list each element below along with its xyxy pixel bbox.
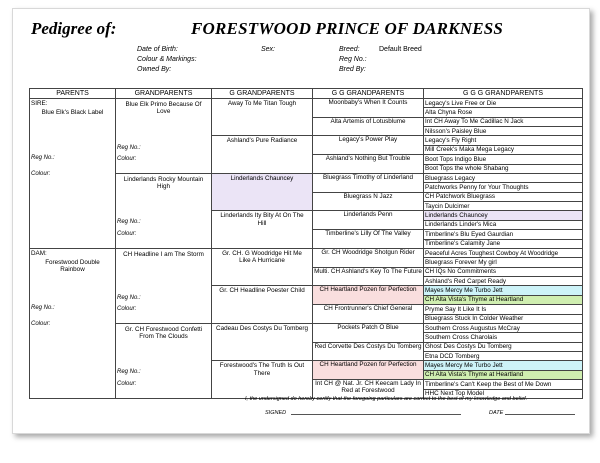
- pedigree-row: [30, 99, 583, 108]
- ggg-grandparent-cell: [424, 117, 583, 126]
- gg-grandparent-cell: [313, 230, 424, 249]
- ggg-grandparent-cell: [424, 380, 583, 389]
- gg-grandparent-cell: [313, 342, 424, 361]
- pedigree-title: FORESTWOOD PRINCE OF DARKNESS: [191, 19, 504, 38]
- gg-grandparent-name: CH Heartland Pozen for Perfection: [319, 286, 417, 294]
- g-grandparent-name: Cadeau Des Costys Du Tomberg: [216, 325, 308, 332]
- date-line: [505, 414, 575, 415]
- g-grandparent-name: Linderlands Ity Bity At On The Hill: [220, 212, 304, 227]
- ggg-grandparent-name: Ghost Des Costys Du Tomberg: [425, 343, 512, 351]
- ggg-grandparent-name: CH Alta Vista's Thyme at Heartland: [425, 371, 524, 379]
- gg-grandparent-name: CH Heartland Pozen for Perfection: [319, 361, 417, 369]
- grandparent-reg-no-label: Reg No.:: [117, 145, 141, 151]
- ggg-grandparent-name: Pryme Say It Like It Is: [425, 305, 487, 313]
- ggg-grandparent-name: CH Alta Vista's Thyme at Heartland: [425, 296, 524, 304]
- colour-markings-label: Colour & Markings:: [137, 56, 197, 63]
- sire-label: SIRE:: [31, 100, 48, 107]
- col-parents: PARENTS: [30, 89, 116, 99]
- dam-label: DAM:: [31, 250, 47, 257]
- g-grandparent-cell: [212, 361, 313, 399]
- ggg-grandparent-cell: [424, 108, 583, 117]
- ggg-grandparent-cell: [424, 361, 583, 370]
- ggg-grandparent-cell: [424, 220, 583, 229]
- certification-text: I, the undersigned do hereby certify that the foregoing particulars are correct to the best of my knowledge and belief.: [245, 396, 528, 402]
- grandparent-name: Linderlands Rocky Mountain High: [123, 176, 204, 191]
- gg-grandparent-name: Linderlands Penn: [343, 211, 393, 219]
- signature-line: [291, 414, 461, 415]
- ggg-grandparent-name: Timberline's Blu Eyed Gaurdian: [425, 230, 514, 238]
- ggg-grandparent-cell: [424, 314, 583, 323]
- grandparent-colour-label: Colour:: [117, 156, 137, 162]
- sex-label: Sex:: [261, 46, 276, 53]
- ggg-grandparent-name: Bluegrass Forever My girl: [425, 258, 497, 266]
- gg-grandparent-name: Bluegrass N Jazz: [343, 192, 393, 200]
- ggg-grandparent-cell: [424, 277, 583, 286]
- ggg-grandparent-cell: [424, 267, 583, 276]
- grandparent-colour-label: Colour:: [117, 306, 137, 312]
- ggg-grandparent-cell: [424, 202, 583, 211]
- ggg-grandparent-cell: [424, 352, 583, 361]
- ggg-grandparent-name: Southern Cross Charolais: [425, 333, 498, 341]
- column-header-row: [30, 89, 583, 99]
- grandparent-reg-no-label: Reg No.:: [117, 369, 141, 375]
- ggg-grandparent-cell: [424, 342, 583, 351]
- ggg-grandparent-name: Timberline's Can't Keep the Best of Me Down: [425, 380, 552, 388]
- ggg-grandparent-cell: [424, 99, 583, 108]
- pedigree-row: [30, 249, 583, 258]
- ggg-grandparent-name: Nilsson's Paisley Blue: [425, 127, 487, 135]
- ggg-grandparent-name: Etna DCD Tomberg: [425, 352, 480, 360]
- grandparent-name: CH Headline I am The Storm: [123, 251, 204, 258]
- ggg-grandparent-cell: [424, 239, 583, 248]
- ggg-grandparent-name: Boot Tops Indigo Blue: [425, 155, 487, 163]
- ggg-grandparent-name: Southern Cross Augustus McCray: [425, 324, 520, 332]
- col-ggg-grandparents: G G G GRANDPARENTS: [424, 89, 583, 99]
- g-grandparent-cell: [212, 211, 313, 249]
- ggg-grandparent-name: Bluegrass Legacy: [425, 174, 476, 182]
- g-grandparent-name: Gr. CH. G Woodridge Hit Me Like A Hurricane: [222, 250, 302, 265]
- gg-grandparent-cell: [313, 305, 424, 324]
- ggg-grandparent-cell: [424, 192, 583, 201]
- dam-cell: [30, 249, 116, 399]
- ggg-grandparent-name: CH Patchwork Bluegrass: [425, 193, 495, 201]
- ggg-grandparent-cell: [424, 155, 583, 164]
- g-grandparent-name: Gr. CH Headline Poester Child: [219, 287, 305, 295]
- gg-grandparent-name: Moonbaby's When It Counts: [328, 99, 408, 106]
- ggg-grandparent-cell: [424, 333, 583, 342]
- ggg-grandparent-cell: [424, 286, 583, 295]
- ggg-grandparent-cell: [424, 305, 583, 314]
- sire-reg-no-label: Reg No.:: [31, 155, 55, 161]
- gg-grandparent-cell: [313, 286, 424, 305]
- grandparent-cell: [116, 99, 212, 174]
- breed-label: Breed:: [339, 46, 360, 53]
- g-grandparent-cell: [212, 324, 313, 361]
- gg-grandparent-name: Ashland's Nothing But Trouble: [325, 155, 411, 163]
- gg-grandparent-name: Multi. CH Ashland's Key To The Future: [314, 267, 422, 275]
- ggg-grandparent-name: Taycin Dulcimer: [425, 202, 470, 210]
- gg-grandparent-cell: [313, 136, 424, 155]
- ggg-grandparent-name: Linderlands Linder's Mica: [425, 221, 497, 229]
- ggg-grandparent-cell: [424, 145, 583, 154]
- g-grandparent-cell: [212, 286, 313, 324]
- grandparent-colour-label: Colour:: [117, 381, 137, 387]
- gg-grandparent-cell: [313, 211, 424, 230]
- col-gg-grandparents: G G GRANDPARENTS: [313, 89, 424, 99]
- gg-grandparent-cell: [313, 99, 424, 118]
- gg-grandparent-name: Legacy's Power Play: [338, 136, 398, 144]
- g-grandparent-cell: [212, 174, 313, 211]
- ggg-grandparent-cell: [424, 174, 583, 183]
- ggg-grandparent-name: Linderlands Chauncey: [425, 212, 488, 220]
- gg-grandparent-cell: [313, 174, 424, 193]
- ggg-grandparent-name: Boot Tops the whole Shabang: [425, 165, 509, 173]
- gg-grandparent-cell: [313, 117, 424, 136]
- date-of-birth-label: Date of Birth:: [137, 46, 178, 53]
- ggg-grandparent-name: CH IQs No Commitments: [425, 268, 497, 276]
- gg-grandparent-name: Alta Artemis of Lotusblume: [330, 117, 406, 125]
- grandparent-name: Gr. CH Forestwood Confetti From The Clouds: [124, 326, 203, 341]
- gg-grandparent-name: Gr. CH Woodridge Shotgun Rider: [321, 249, 415, 256]
- dam-reg-no-label: Reg No.:: [31, 305, 55, 311]
- ggg-grandparent-name: Patchworks Penny for Your Thoughts: [425, 183, 529, 191]
- grandparent-cell: [116, 324, 212, 399]
- col-grandparents: GRANDPARENTS: [116, 89, 212, 99]
- ggg-grandparent-cell: [424, 295, 583, 304]
- g-grandparent-name: Linderlands Chauncey: [230, 175, 294, 182]
- bred-by-label: Bred By:: [339, 66, 366, 73]
- gg-grandparent-name: Timberline's Lilly Of The Valley: [325, 230, 411, 238]
- sire-cell: [30, 99, 116, 249]
- grandparent-cell: [116, 174, 212, 249]
- g-grandparent-name: Forestwood's The Truth Is Out There: [219, 362, 305, 377]
- grandparent-name: Blue Elk Primo Because Of Love: [125, 101, 202, 116]
- ggg-grandparent-cell: [424, 258, 583, 267]
- gg-grandparent-cell: [313, 267, 424, 286]
- ggg-grandparent-name: Ashland's Red Carpet Ready: [425, 277, 507, 285]
- dam-colour-label: Colour:: [31, 321, 51, 327]
- date-label: DATE: [489, 410, 504, 416]
- gg-grandparent-name: Red Corvette Des Costys Du Tomberg: [314, 342, 422, 350]
- g-grandparent-name: Ashland's Pure Radiance: [226, 137, 298, 145]
- ggg-grandparent-name: Alta Chyna Rose: [425, 108, 473, 116]
- ggg-grandparent-name: Bluegrass Stuck In Colder Weather: [425, 315, 524, 323]
- g-grandparent-cell: [212, 249, 313, 286]
- ggg-grandparent-cell: [424, 164, 583, 173]
- gg-grandparent-name: Int CH @ Nat. Jr. CH Keecam Lady In Red at Forestwood: [315, 380, 421, 395]
- signed-label: SIGNED: [265, 410, 287, 416]
- ggg-grandparent-name: HHC Next Top Model: [425, 390, 485, 398]
- gg-grandparent-cell: [313, 361, 424, 380]
- ggg-grandparent-name: Peaceful Acres Toughest Cowboy At Woodridge: [425, 249, 559, 257]
- ggg-grandparent-cell: [424, 183, 583, 192]
- ggg-grandparent-cell: [424, 136, 583, 145]
- gg-grandparent-cell: [313, 324, 424, 343]
- gg-grandparent-cell: [313, 249, 424, 268]
- ggg-grandparent-name: Mill Creek's Maka Mega Legacy: [425, 146, 515, 154]
- ggg-grandparent-name: Legacy's Live Free or Die: [425, 99, 497, 107]
- grandparent-reg-no-label: Reg No.:: [117, 295, 141, 301]
- reg-no-label: Reg No.:: [339, 56, 367, 63]
- g-grandparent-cell: [212, 136, 313, 174]
- ggg-grandparent-cell: [424, 370, 583, 379]
- ggg-grandparent-cell: [424, 211, 583, 220]
- ggg-grandparent-name: Int CH Away To Me Cadillac N Jack: [425, 118, 524, 126]
- gg-grandparent-name: Pockets Patch O Blue: [337, 324, 399, 331]
- pedigree-sheet: [12, 8, 590, 434]
- ggg-grandparent-name: Timberline's Calamity Jane: [425, 240, 501, 248]
- grandparent-colour-label: Colour:: [117, 231, 137, 237]
- grandparent-cell: [116, 249, 212, 324]
- ggg-grandparent-cell: [424, 324, 583, 333]
- gg-grandparent-cell: [313, 192, 424, 211]
- pedigree-table: [29, 88, 583, 399]
- col-g-grandparents: G GRANDPARENTS: [212, 89, 313, 99]
- gg-grandparent-cell: [313, 155, 424, 174]
- ggg-grandparent-cell: [424, 230, 583, 239]
- ggg-grandparent-name: Legacy's Fly Right: [425, 137, 477, 145]
- ggg-grandparent-cell: [424, 249, 583, 258]
- gg-grandparent-name: CH Frontrunner's Chief General: [323, 305, 413, 313]
- g-grandparent-name: Away To Me Titan Tough: [227, 100, 297, 107]
- pedigree-label: Pedigree of:: [31, 19, 117, 38]
- owned-by-label: Owned By:: [137, 66, 172, 73]
- ggg-grandparent-name: Mayes Mercy Me Turbo Jett: [425, 362, 503, 370]
- ggg-grandparent-name: Mayes Mercy Me Turbo Jett: [425, 287, 503, 295]
- gg-grandparent-name: Bluegrass Timothy of Linderland: [323, 174, 413, 181]
- grandparent-reg-no-label: Reg No.:: [117, 219, 141, 225]
- dam-name: Forestwood Double Rainbow: [45, 259, 100, 274]
- ggg-grandparent-cell: [424, 127, 583, 136]
- sire-colour-label: Colour:: [31, 171, 51, 177]
- breed-value: Default Breed: [379, 46, 422, 53]
- g-grandparent-cell: [212, 99, 313, 136]
- sire-name: Blue Elk's Black Label: [41, 109, 104, 117]
